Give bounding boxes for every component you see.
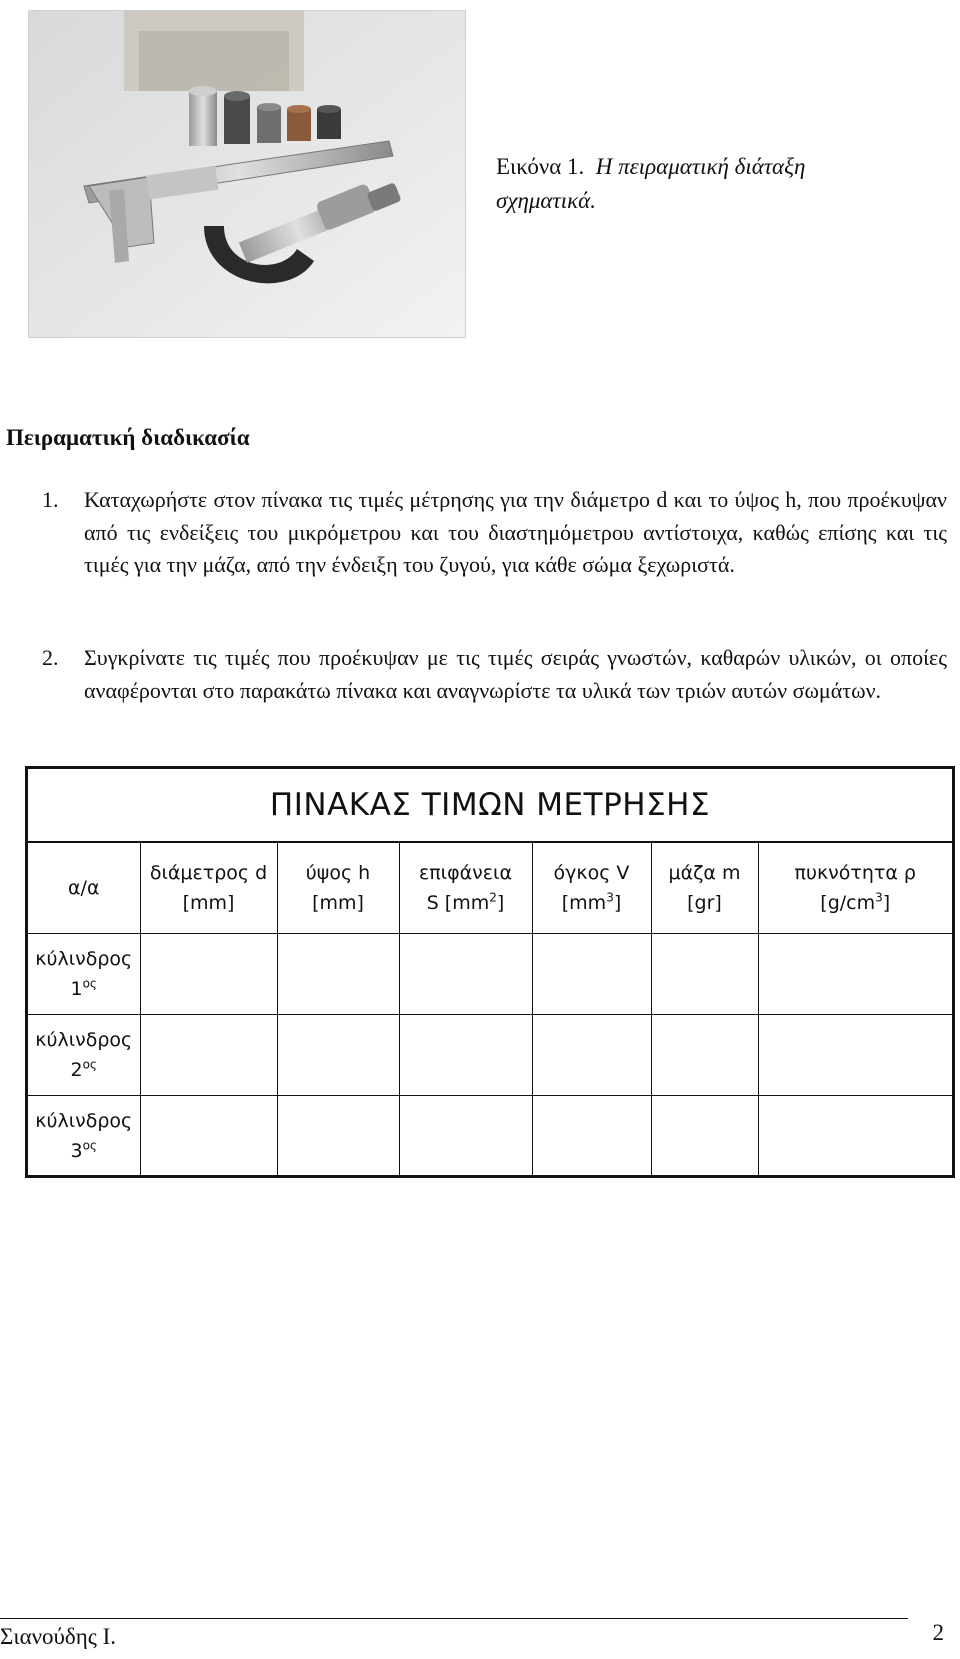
header-unit-exponent: 3 [875, 890, 883, 905]
cell-mass[interactable] [651, 1015, 758, 1096]
header-index [28, 843, 140, 934]
table-title: ΠΙΝΑΚΑΣ ΤΙΜΩΝ ΜΕΤΡΗΣΗΣ [28, 769, 952, 843]
experiment-setup-photo [28, 10, 466, 338]
header-diameter [140, 843, 277, 934]
header-unit-close: ] [613, 892, 622, 914]
cell-height[interactable] [277, 1096, 399, 1177]
row-label: κύλινδρος [35, 948, 133, 970]
header-unit: S [mm [426, 892, 490, 914]
step-text: Συγκρίνατε τις τιμές που προέκυψαν με τις τιμές σειράς γνωστών, καθαρών υλικών, οι οποίες αναφέρονται στο παρακάτω πίνακα και αναγνωρίστε τα υλικά των τριών αυτών σωμάτων. [84, 645, 947, 703]
procedure-step-1 [42, 484, 947, 582]
cell-diameter[interactable] [140, 1096, 277, 1177]
row-ordinal-suffix: ος [82, 1057, 97, 1072]
header-label: πυκνότητα ρ [794, 862, 916, 884]
row-label: κύλινδρος [35, 1029, 133, 1051]
figure-caption-number: Εικόνα 1. [496, 154, 585, 179]
footer-author: Σιανούδης Ι. [0, 1624, 117, 1649]
row-ordinal-suffix: ος [82, 1138, 97, 1153]
header-unit-close: ] [882, 892, 891, 914]
table-row [28, 1096, 952, 1177]
cell-density[interactable] [758, 934, 952, 1015]
header-unit: [mm] [182, 892, 235, 914]
header-unit: [mm] [312, 892, 364, 914]
step-number: 2. [42, 645, 59, 670]
cell-diameter[interactable] [140, 934, 277, 1015]
header-unit: [mm [561, 892, 607, 914]
table-row [28, 934, 952, 1015]
row-ordinal: 1 [70, 978, 83, 1000]
row-label-cell [28, 1096, 140, 1177]
cell-density[interactable] [758, 1096, 952, 1177]
measurement-grid [28, 843, 952, 1176]
cell-volume[interactable] [532, 1096, 651, 1177]
header-unit-exponent: 2 [489, 890, 497, 905]
header-label: διάμετρος d [149, 862, 268, 884]
step-number: 1. [42, 487, 59, 512]
header-mass [651, 843, 758, 934]
cell-volume[interactable] [532, 934, 651, 1015]
figure-caption [496, 150, 896, 218]
measurement-table [25, 766, 955, 1178]
setup-illustration [29, 11, 465, 337]
header-unit-close: ] [496, 892, 505, 914]
cell-surface[interactable] [399, 1096, 532, 1177]
procedure-title: Πειραματική διαδικασία [6, 425, 250, 450]
cell-height[interactable] [277, 1015, 399, 1096]
header-label: ύψος h [305, 862, 371, 884]
header-label: επιφάνεια [418, 862, 513, 884]
figure-caption-text: Η πειραματική διάταξη σχηματικά. [496, 154, 806, 213]
page-number: 2 [932, 1620, 944, 1645]
row-label: κύλινδρος [35, 1110, 133, 1132]
cell-diameter[interactable] [140, 1015, 277, 1096]
cell-mass[interactable] [651, 1096, 758, 1177]
header-label: α/α [68, 877, 100, 899]
cell-surface[interactable] [399, 934, 532, 1015]
cell-density[interactable] [758, 1015, 952, 1096]
cell-volume[interactable] [532, 1015, 651, 1096]
cell-height[interactable] [277, 934, 399, 1015]
header-surface [399, 843, 532, 934]
header-height [277, 843, 399, 934]
header-label: όγκος V [553, 862, 630, 884]
header-volume [532, 843, 651, 934]
header-density [758, 843, 952, 934]
cell-mass[interactable] [651, 934, 758, 1015]
header-unit: [g/cm [820, 892, 876, 914]
procedure-step-2 [42, 642, 947, 707]
row-ordinal-suffix: ος [82, 976, 97, 991]
header-unit-exponent: 3 [606, 890, 614, 905]
step-text: Καταχωρήστε στον πίνακα τις τιμές μέτρησης για την διάμετρο d και το ύψος h, που προέκυψαν από τις ενδείξεις του μικρόμετρου και του διαστημόμετρου αντίστοιχα, καθώς επίσης και τις τιμές για την μάζα, από την ένδειξη του ζυγού, για κάθε σώμα ξεχωριστά. [84, 487, 947, 577]
table-header-row [28, 843, 952, 934]
row-ordinal: 2 [70, 1059, 83, 1081]
cell-surface[interactable] [399, 1015, 532, 1096]
header-label: μάζα m [668, 862, 741, 884]
footer-divider [0, 1618, 908, 1619]
row-label-cell [28, 1015, 140, 1096]
header-unit: [gr] [687, 892, 722, 914]
table-row [28, 1015, 952, 1096]
row-ordinal: 3 [70, 1140, 83, 1162]
row-label-cell [28, 934, 140, 1015]
